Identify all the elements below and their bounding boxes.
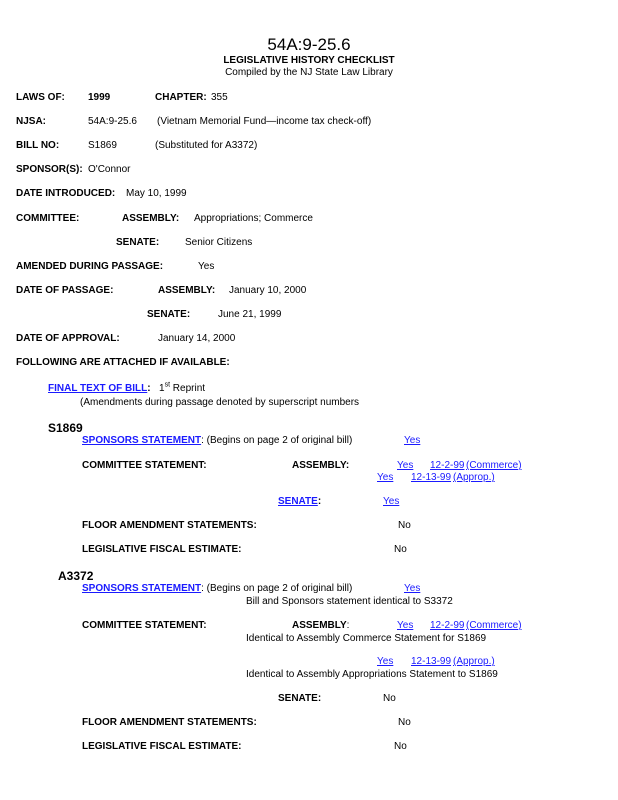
s1869-sponsors-row: [82, 436, 352, 446]
s1869-senate-colon: :: [317, 496, 322, 507]
s1869-assembly-label: ASSEMBLY:: [292, 460, 350, 471]
laws-of-label: LAWS OF:: [16, 92, 65, 103]
passage-assembly-value: January 10, 2000: [229, 285, 307, 296]
s1869-senate-yes-link[interactable]: Yes: [383, 496, 400, 507]
a3372-floor-amendment-label: FLOOR AMENDMENT STATEMENTS:: [82, 717, 257, 728]
s1869-assembly-approp-link[interactable]: (Approp.): [453, 472, 495, 483]
date-introduced-value: May 10, 1999: [126, 188, 187, 199]
reprint-value: [159, 381, 206, 394]
committee-assembly-value: Appropriations; Commerce: [194, 213, 313, 224]
page-title: LEGISLATIVE HISTORY CHECKLIST: [223, 55, 395, 66]
a3372-committee-statement-label: COMMITTEE STATEMENT:: [82, 620, 207, 631]
njsa-value: 54A:9-25.6: [88, 116, 137, 127]
s1869-senate-row: [278, 497, 321, 507]
laws-of-year: 1999: [88, 92, 111, 103]
following-attached-heading: FOLLOWING ARE ATTACHED IF AVAILABLE:: [16, 357, 230, 368]
a3372-sponsors-note: : (Begins on page 2 of original bill): [201, 583, 353, 594]
a3372-assembly-colon: :: [346, 620, 350, 631]
committee-senate-value: Senior Citizens: [185, 237, 253, 248]
a3372-assembly-approp-link[interactable]: (Approp.): [453, 656, 495, 667]
s1869-committee-statement-label: COMMITTEE STATEMENT:: [82, 460, 207, 471]
s1869-heading: S1869: [48, 421, 83, 435]
a3372-assembly-yes-link-1[interactable]: Yes: [397, 620, 414, 631]
a3372-sponsors-identical-note: Bill and Sponsors statement identical to S3372: [246, 596, 453, 607]
compiled-by: Compiled by the NJ State Law Library: [225, 67, 393, 78]
chapter-value: 355: [211, 92, 228, 103]
a3372-assembly-commerce-link[interactable]: (Commerce): [466, 620, 522, 631]
amended-label: AMENDED DURING PASSAGE:: [16, 261, 164, 272]
date-of-passage-label: DATE OF PASSAGE:: [16, 285, 114, 296]
a3372-sponsors-row: [82, 584, 352, 594]
a3372-senate-label: SENATE:: [278, 693, 322, 704]
date-introduced-label: DATE INTRODUCED:: [16, 188, 116, 199]
committee-assembly-label: ASSEMBLY:: [122, 213, 180, 224]
date-of-approval-value: January 14, 2000: [158, 333, 236, 344]
a3372-fiscal-estimate-value: No: [394, 741, 407, 752]
bill-no-note: (Substituted for A3372): [155, 140, 258, 151]
a3372-sponsors-yes-link[interactable]: Yes: [404, 583, 421, 594]
a3372-assembly-identical-note-1: Identical to Assembly Commerce Statement for S1869: [246, 633, 487, 644]
a3372-senate-value: No: [383, 693, 396, 704]
final-text-link[interactable]: FINAL TEXT OF BILL: [48, 383, 148, 394]
a3372-assembly-label: ASSEMBLY: [292, 620, 347, 631]
a3372-heading: A3372: [58, 569, 94, 583]
s1869-assembly-yes-link-1[interactable]: Yes: [397, 460, 414, 471]
reprint-text: Reprint: [172, 383, 206, 394]
amended-value: Yes: [198, 261, 215, 272]
s1869-senate-link[interactable]: SENATE: [278, 496, 318, 507]
bill-no-label: BILL NO:: [16, 140, 60, 151]
s1869-floor-amendment-value: No: [398, 520, 411, 531]
a3372-assembly-date-link-1[interactable]: 12-2-99: [430, 620, 465, 631]
passage-senate-value: June 21, 1999: [218, 309, 282, 320]
s1869-sponsors-yes-link[interactable]: Yes: [404, 435, 421, 446]
s1869-sponsors-statement-link[interactable]: SPONSORS STATEMENT: [82, 435, 202, 446]
s1869-assembly-commerce-link[interactable]: (Commerce): [466, 460, 522, 471]
a3372-floor-amendment-value: No: [398, 717, 411, 728]
final-text-colon: :: [147, 383, 151, 394]
chapter-label: CHAPTER:: [155, 92, 207, 103]
sponsors-value: O'Connor: [88, 164, 131, 175]
a3372-assembly-date-link-2[interactable]: 12-13-99: [411, 656, 452, 667]
a3372-assembly-identical-note-2: Identical to Assembly Appropriations Statement to S1869: [246, 669, 498, 680]
s1869-fiscal-estimate-label: LEGISLATIVE FISCAL ESTIMATE:: [82, 544, 242, 555]
page-code: 54A:9-25.6: [267, 35, 351, 54]
s1869-assembly-date-link-1[interactable]: 12-2-99: [430, 460, 465, 471]
s1869-floor-amendment-label: FLOOR AMENDMENT STATEMENTS:: [82, 520, 257, 531]
committee-label: COMMITTEE:: [16, 213, 80, 224]
s1869-sponsors-note: : (Begins on page 2 of original bill): [201, 435, 353, 446]
a3372-assembly-yes-link-2[interactable]: Yes: [377, 656, 394, 667]
a3372-fiscal-estimate-label: LEGISLATIVE FISCAL ESTIMATE:: [82, 741, 242, 752]
passage-assembly-label: ASSEMBLY:: [158, 285, 216, 296]
a3372-sponsors-statement-link[interactable]: SPONSORS STATEMENT: [82, 583, 202, 594]
bill-no-value: S1869: [88, 140, 117, 151]
njsa-label: NJSA:: [16, 116, 47, 127]
njsa-note: (Vietnam Memorial Fund—income tax check-off): [157, 116, 372, 127]
date-of-approval-label: DATE OF APPROVAL:: [16, 333, 120, 344]
reprint-superscript: st: [164, 381, 171, 389]
passage-senate-label: SENATE:: [147, 309, 191, 320]
final-text-note: (Amendments during passage denoted by superscript numbers: [80, 397, 360, 408]
sponsors-label: SPONSOR(S):: [16, 164, 83, 175]
reprint-number: 1: [159, 383, 165, 394]
s1869-fiscal-estimate-value: No: [394, 544, 407, 555]
a3372-assembly-row: [292, 621, 349, 631]
final-text-row: [48, 384, 151, 394]
s1869-assembly-yes-link-2[interactable]: Yes: [377, 472, 394, 483]
committee-senate-label: SENATE:: [116, 237, 160, 248]
s1869-assembly-date-link-2[interactable]: 12-13-99: [411, 472, 452, 483]
